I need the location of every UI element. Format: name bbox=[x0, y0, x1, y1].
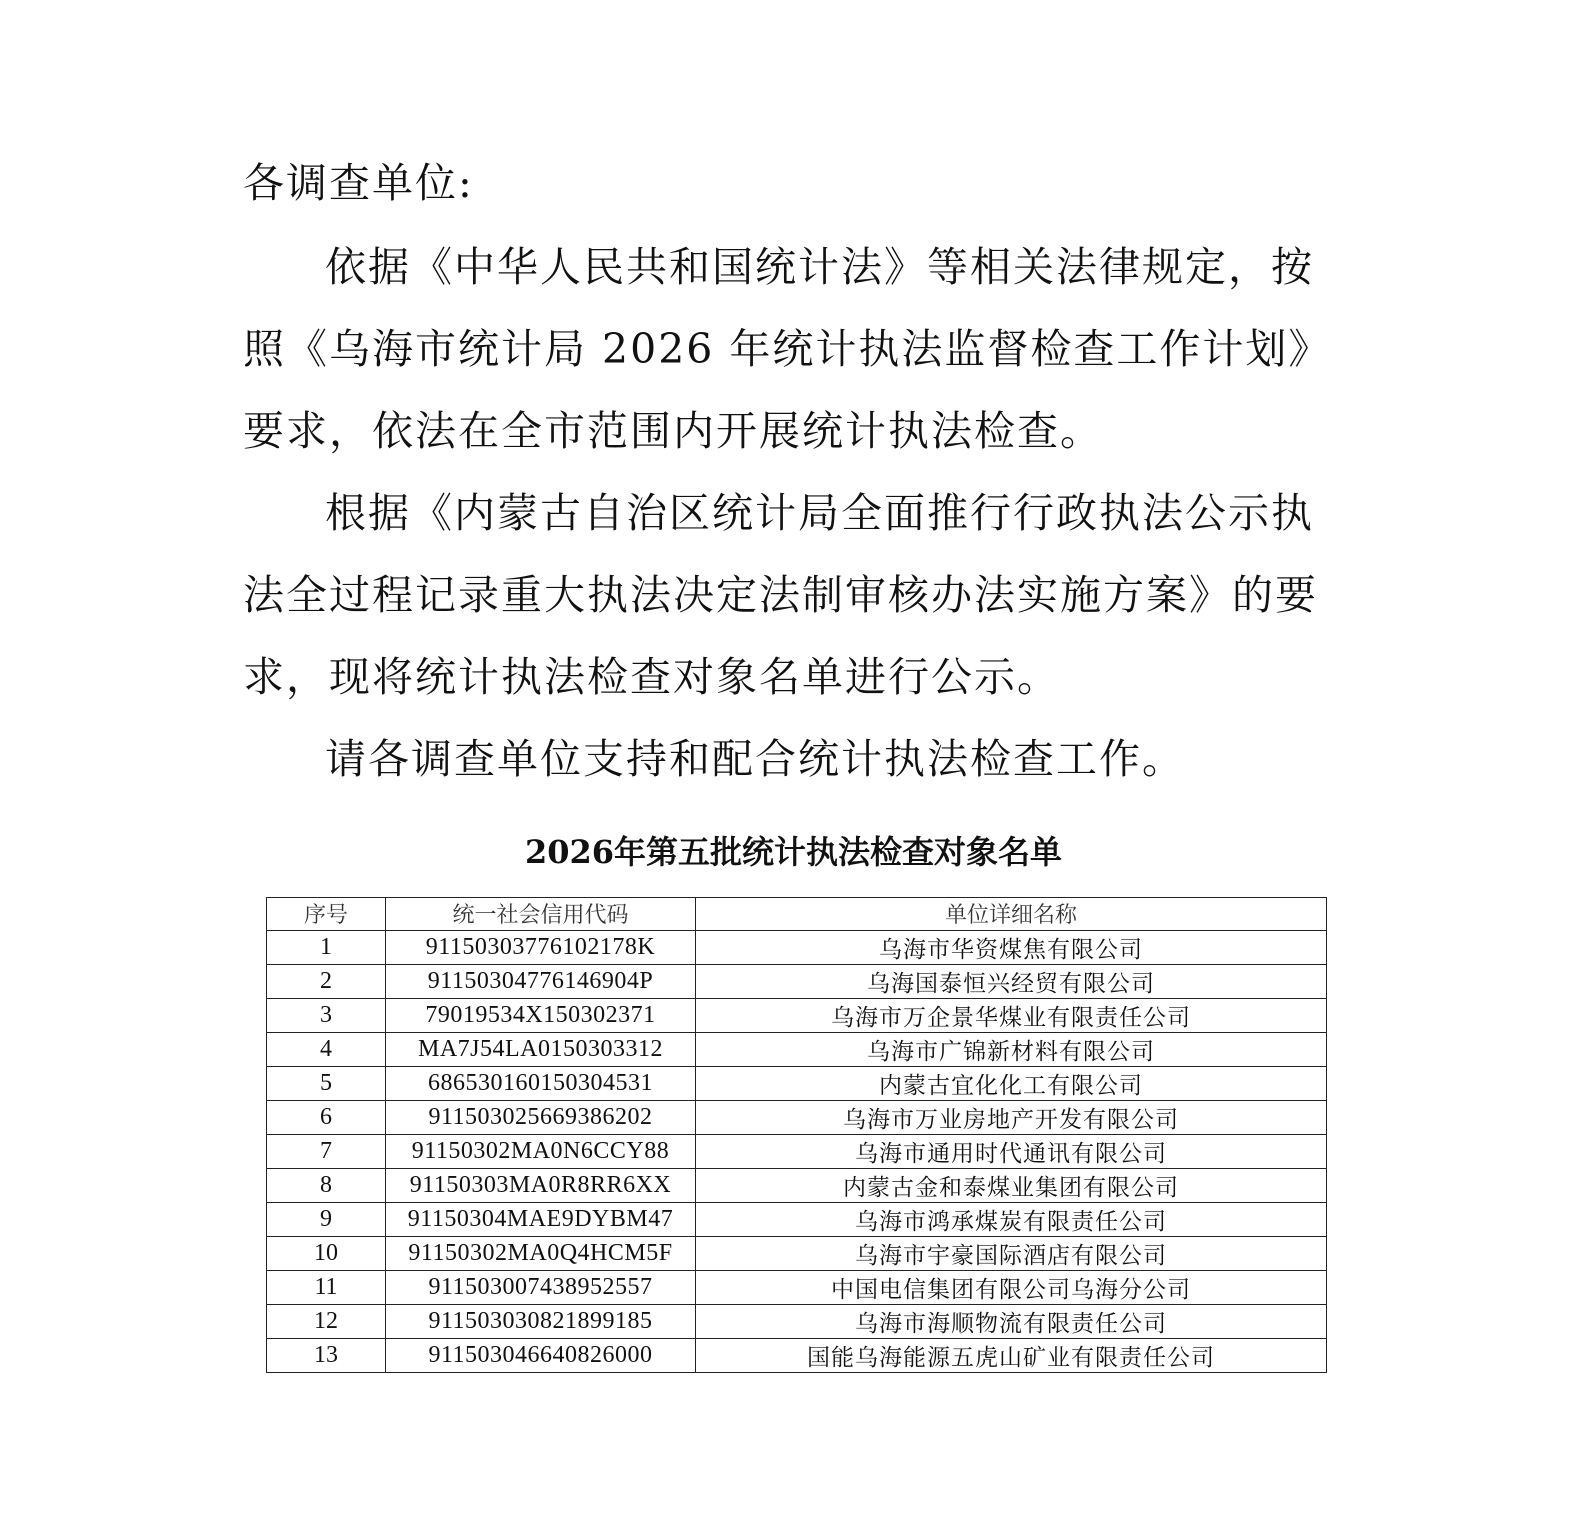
row-credit-code: 911503025669386202 bbox=[386, 1100, 696, 1134]
table-row bbox=[267, 1134, 1327, 1168]
table-row bbox=[267, 930, 1327, 964]
row-unit-name: 乌海市宇豪国际酒店有限公司 bbox=[696, 1236, 1327, 1270]
row-index: 12 bbox=[267, 1304, 386, 1338]
row-credit-code: 911503007438952557 bbox=[386, 1270, 696, 1304]
row-unit-name: 内蒙古金和泰煤业集团有限公司 bbox=[696, 1168, 1327, 1202]
row-credit-code: 911503046640826000 bbox=[386, 1338, 696, 1372]
table-header-row bbox=[267, 898, 1327, 931]
row-credit-code: 91150302MA0N6CCY88 bbox=[386, 1134, 696, 1168]
row-unit-name: 乌海市鸿承煤炭有限责任公司 bbox=[696, 1202, 1327, 1236]
header-unit-name: 单位详细名称 bbox=[696, 898, 1327, 931]
paragraph-publication-notice: 根据《内蒙古自治区统计局全面推行行政执法公示执法全过程记录重大执法决定法制审核办法实施方案》的要求，现将统计执法检查对象名单进行公示。 bbox=[243, 489, 1318, 701]
paragraph-cooperation-request: 请各调查单位支持和配合统计执法检查工作。 bbox=[325, 735, 1185, 783]
row-unit-name: 乌海市通用时代通讯有限公司 bbox=[696, 1134, 1327, 1168]
row-credit-code: 91150302MA0Q4HCM5F bbox=[386, 1236, 696, 1270]
header-credit-code: 统一社会信用代码 bbox=[386, 898, 696, 931]
row-index: 4 bbox=[267, 1032, 386, 1066]
row-unit-name: 中国电信集团有限公司乌海分公司 bbox=[696, 1270, 1327, 1304]
row-unit-name: 乌海市海顺物流有限责任公司 bbox=[696, 1304, 1327, 1338]
row-credit-code: 686530160150304531 bbox=[386, 1066, 696, 1100]
table-row bbox=[267, 998, 1327, 1032]
table-row bbox=[267, 1168, 1327, 1202]
row-credit-code: 91150303776102178K bbox=[386, 930, 696, 964]
row-index: 9 bbox=[267, 1202, 386, 1236]
row-unit-name: 内蒙古宜化化工有限公司 bbox=[696, 1066, 1327, 1100]
table-row bbox=[267, 1032, 1327, 1066]
table-row bbox=[267, 1236, 1327, 1270]
row-unit-name: 乌海市万业房地产开发有限公司 bbox=[696, 1100, 1327, 1134]
table-row bbox=[267, 1100, 1327, 1134]
row-index: 5 bbox=[267, 1066, 386, 1100]
row-unit-name: 乌海市万企景华煤业有限责任公司 bbox=[696, 998, 1327, 1032]
table-row bbox=[267, 1202, 1327, 1236]
row-credit-code: 91150303MA0R8RR6XX bbox=[386, 1168, 696, 1202]
salutation: 各调查单位: bbox=[243, 159, 474, 207]
row-credit-code: MA7J54LA0150303312 bbox=[386, 1032, 696, 1066]
row-index: 8 bbox=[267, 1168, 386, 1202]
row-index: 7 bbox=[267, 1134, 386, 1168]
table-row bbox=[267, 964, 1327, 998]
row-index: 11 bbox=[267, 1270, 386, 1304]
row-unit-name: 乌海市华资煤焦有限公司 bbox=[696, 930, 1327, 964]
row-index: 1 bbox=[267, 930, 386, 964]
row-credit-code: 91150304MAE9DYBM47 bbox=[386, 1202, 696, 1236]
row-credit-code: 911503030821899185 bbox=[386, 1304, 696, 1338]
table-body bbox=[267, 930, 1327, 1372]
row-index: 10 bbox=[267, 1236, 386, 1270]
row-unit-name: 乌海市广锦新材料有限公司 bbox=[696, 1032, 1327, 1066]
table-row bbox=[267, 1270, 1327, 1304]
row-unit-name: 国能乌海能源五虎山矿业有限责任公司 bbox=[696, 1338, 1327, 1372]
row-index: 13 bbox=[267, 1338, 386, 1372]
inspection-target-table bbox=[266, 897, 1327, 1373]
row-credit-code: 91150304776146904P bbox=[386, 964, 696, 998]
table-title: 2026年第五批统计执法检查对象名单 bbox=[524, 833, 1063, 871]
row-credit-code: 79019534X150302371 bbox=[386, 998, 696, 1032]
row-unit-name: 乌海国泰恒兴经贸有限公司 bbox=[696, 964, 1327, 998]
row-index: 3 bbox=[267, 998, 386, 1032]
header-index: 序号 bbox=[267, 898, 386, 931]
table-row bbox=[267, 1066, 1327, 1100]
table-row bbox=[267, 1304, 1327, 1338]
row-index: 2 bbox=[267, 964, 386, 998]
table-row bbox=[267, 1338, 1327, 1372]
row-index: 6 bbox=[267, 1100, 386, 1134]
paragraph-legal-basis: 依据《中华人民共和国统计法》等相关法律规定，按照《乌海市统计局 2026 年统计执法监督检查工作计划》要求，依法在全市范围内开展统计执法检查。 bbox=[243, 243, 1332, 455]
